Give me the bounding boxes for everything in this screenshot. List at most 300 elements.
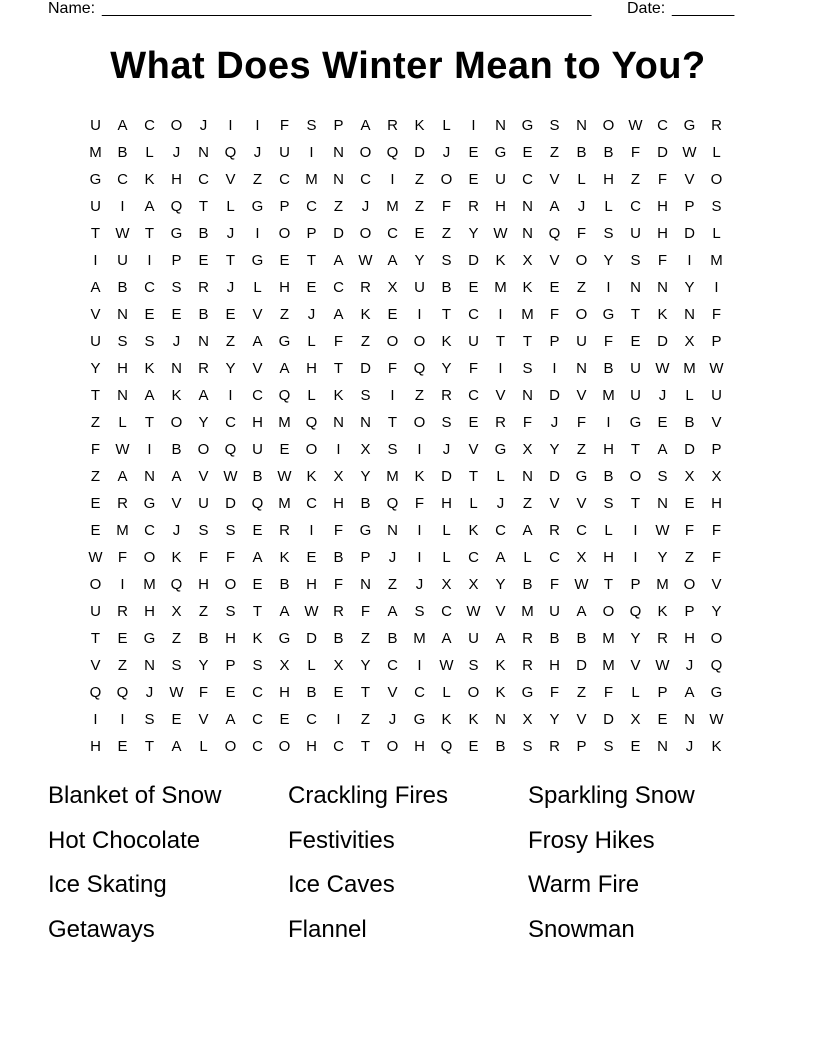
grid-cell[interactable]: E: [198, 252, 209, 269]
grid-cell[interactable]: L: [442, 684, 451, 701]
grid-cell[interactable]: T: [90, 387, 101, 404]
grid-cell[interactable]: R: [711, 117, 722, 134]
grid-cell[interactable]: O: [629, 468, 642, 485]
grid-cell[interactable]: N: [198, 333, 209, 350]
grid-cell[interactable]: E: [252, 576, 263, 593]
grid-cell[interactable]: H: [549, 657, 560, 674]
grid-cell[interactable]: E: [225, 684, 236, 701]
grid-cell[interactable]: W: [493, 225, 508, 242]
grid-cell[interactable]: W: [439, 657, 454, 674]
grid-cell[interactable]: I: [228, 387, 233, 404]
grid-cell[interactable]: F: [360, 603, 371, 620]
grid-cell[interactable]: E: [657, 414, 668, 431]
grid-cell[interactable]: C: [144, 117, 155, 134]
grid-cell[interactable]: S: [144, 711, 155, 728]
grid-cell[interactable]: F: [225, 549, 236, 566]
grid-cell[interactable]: I: [417, 441, 422, 458]
grid-cell[interactable]: Q: [170, 198, 183, 215]
grid-cell[interactable]: H: [333, 495, 344, 512]
grid-cell[interactable]: I: [633, 522, 638, 539]
grid-cell[interactable]: C: [252, 684, 263, 701]
grid-cell[interactable]: P: [306, 225, 317, 242]
grid-cell[interactable]: C: [576, 522, 587, 539]
grid-cell[interactable]: O: [278, 225, 291, 242]
grid-cell[interactable]: A: [252, 333, 263, 350]
grid-cell[interactable]: Y: [360, 657, 371, 674]
grid-cell[interactable]: K: [171, 549, 182, 566]
grid-cell[interactable]: O: [224, 576, 237, 593]
grid-cell[interactable]: E: [144, 306, 155, 323]
grid-cell[interactable]: H: [306, 576, 317, 593]
grid-cell[interactable]: K: [522, 279, 533, 296]
grid-cell[interactable]: N: [144, 468, 155, 485]
grid-cell[interactable]: C: [522, 171, 533, 188]
grid-cell[interactable]: Y: [711, 603, 722, 620]
grid-cell[interactable]: M: [116, 522, 129, 539]
grid-cell[interactable]: A: [117, 468, 128, 485]
grid-cell[interactable]: G: [494, 441, 507, 458]
grid-cell[interactable]: U: [468, 630, 479, 647]
grid-cell[interactable]: I: [255, 117, 260, 134]
grid-cell[interactable]: B: [198, 225, 209, 242]
grid-cell[interactable]: W: [709, 360, 724, 377]
grid-cell[interactable]: W: [277, 468, 292, 485]
grid-cell[interactable]: N: [360, 576, 371, 593]
grid-cell[interactable]: N: [657, 495, 668, 512]
grid-cell[interactable]: T: [522, 333, 533, 350]
grid-cell[interactable]: U: [198, 495, 209, 512]
grid-cell[interactable]: I: [498, 360, 503, 377]
grid-cell[interactable]: B: [603, 468, 614, 485]
grid-cell[interactable]: L: [253, 279, 262, 296]
grid-cell[interactable]: L: [442, 117, 451, 134]
grid-cell[interactable]: E: [90, 495, 101, 512]
grid-cell[interactable]: V: [171, 495, 182, 512]
grid-cell[interactable]: S: [441, 252, 452, 269]
grid-cell[interactable]: I: [228, 117, 233, 134]
grid-cell[interactable]: H: [711, 495, 722, 512]
grid-cell[interactable]: R: [495, 414, 506, 431]
grid-cell[interactable]: H: [117, 360, 128, 377]
grid-cell[interactable]: X: [333, 468, 344, 485]
grid-cell[interactable]: B: [306, 684, 317, 701]
grid-cell[interactable]: J: [172, 333, 181, 350]
grid-cell[interactable]: N: [522, 387, 533, 404]
grid-cell[interactable]: D: [360, 360, 371, 377]
grid-cell[interactable]: G: [602, 306, 615, 323]
grid-cell[interactable]: E: [117, 630, 128, 647]
grid-cell[interactable]: F: [387, 360, 398, 377]
grid-cell[interactable]: O: [440, 171, 453, 188]
grid-cell[interactable]: B: [441, 279, 452, 296]
grid-cell[interactable]: T: [360, 738, 371, 755]
grid-cell[interactable]: G: [251, 252, 264, 269]
grid-cell[interactable]: K: [441, 333, 452, 350]
grid-cell[interactable]: O: [413, 414, 426, 431]
grid-cell[interactable]: Z: [252, 171, 263, 188]
grid-cell[interactable]: Z: [684, 549, 695, 566]
grid-cell[interactable]: R: [657, 630, 668, 647]
grid-cell[interactable]: N: [117, 387, 128, 404]
grid-cell[interactable]: Y: [657, 549, 668, 566]
grid-cell[interactable]: N: [684, 711, 695, 728]
grid-cell[interactable]: Y: [198, 414, 209, 431]
grid-cell[interactable]: Z: [279, 306, 290, 323]
grid-cell[interactable]: U: [117, 252, 128, 269]
grid-cell[interactable]: E: [657, 711, 668, 728]
grid-cell[interactable]: T: [144, 225, 155, 242]
grid-cell[interactable]: O: [467, 684, 480, 701]
grid-cell[interactable]: F: [576, 414, 587, 431]
grid-cell[interactable]: O: [278, 738, 291, 755]
grid-cell[interactable]: B: [522, 576, 533, 593]
grid-cell[interactable]: M: [602, 630, 615, 647]
grid-cell[interactable]: O: [386, 738, 399, 755]
grid-cell[interactable]: Q: [548, 225, 561, 242]
grid-cell[interactable]: T: [630, 441, 641, 458]
grid-cell[interactable]: N: [333, 171, 344, 188]
grid-cell[interactable]: T: [90, 225, 101, 242]
grid-cell[interactable]: N: [171, 360, 182, 377]
grid-cell[interactable]: M: [521, 306, 534, 323]
grid-cell[interactable]: Z: [576, 279, 587, 296]
grid-cell[interactable]: E: [171, 711, 182, 728]
grid-cell[interactable]: I: [147, 441, 152, 458]
grid-cell[interactable]: N: [360, 414, 371, 431]
grid-cell[interactable]: V: [468, 441, 479, 458]
grid-cell[interactable]: F: [198, 684, 209, 701]
grid-cell[interactable]: P: [684, 198, 695, 215]
grid-cell[interactable]: Q: [170, 576, 183, 593]
grid-cell[interactable]: Y: [90, 360, 101, 377]
grid-cell[interactable]: A: [144, 198, 155, 215]
grid-cell[interactable]: O: [359, 225, 372, 242]
grid-cell[interactable]: A: [576, 603, 587, 620]
grid-cell[interactable]: I: [120, 711, 125, 728]
grid-cell[interactable]: U: [630, 225, 641, 242]
grid-cell[interactable]: R: [522, 630, 533, 647]
grid-cell[interactable]: N: [522, 198, 533, 215]
grid-cell[interactable]: A: [657, 441, 668, 458]
grid-cell[interactable]: Z: [549, 144, 560, 161]
grid-cell[interactable]: D: [333, 225, 344, 242]
grid-cell[interactable]: P: [711, 333, 722, 350]
grid-cell[interactable]: N: [387, 522, 398, 539]
grid-cell[interactable]: O: [413, 333, 426, 350]
grid-cell[interactable]: O: [305, 441, 318, 458]
grid-cell[interactable]: S: [117, 333, 128, 350]
grid-cell[interactable]: U: [711, 387, 722, 404]
grid-cell[interactable]: I: [606, 279, 611, 296]
grid-cell[interactable]: C: [306, 495, 317, 512]
grid-cell[interactable]: V: [198, 468, 209, 485]
grid-cell[interactable]: M: [305, 171, 318, 188]
grid-cell[interactable]: M: [278, 414, 291, 431]
grid-cell[interactable]: O: [710, 630, 723, 647]
grid-cell[interactable]: J: [388, 549, 397, 566]
grid-cell[interactable]: O: [602, 117, 615, 134]
grid-cell[interactable]: A: [144, 387, 155, 404]
grid-cell[interactable]: Z: [576, 684, 587, 701]
grid-cell[interactable]: E: [225, 306, 236, 323]
grid-cell[interactable]: K: [279, 549, 290, 566]
grid-cell[interactable]: O: [575, 252, 588, 269]
grid-cell[interactable]: I: [417, 522, 422, 539]
grid-cell[interactable]: E: [630, 738, 641, 755]
grid-cell[interactable]: L: [712, 144, 721, 161]
grid-cell[interactable]: Q: [89, 684, 102, 701]
grid-cell[interactable]: C: [333, 738, 344, 755]
grid-cell[interactable]: S: [387, 441, 398, 458]
grid-cell[interactable]: P: [576, 738, 587, 755]
grid-cell[interactable]: U: [630, 360, 641, 377]
grid-cell[interactable]: I: [498, 306, 503, 323]
grid-cell[interactable]: K: [468, 522, 479, 539]
grid-cell[interactable]: R: [441, 387, 452, 404]
grid-cell[interactable]: F: [414, 495, 425, 512]
grid-cell[interactable]: C: [360, 171, 371, 188]
grid-cell[interactable]: T: [603, 576, 614, 593]
grid-cell[interactable]: L: [604, 522, 613, 539]
grid-cell[interactable]: I: [633, 549, 638, 566]
grid-cell[interactable]: D: [225, 495, 236, 512]
grid-cell[interactable]: L: [604, 198, 613, 215]
grid-cell[interactable]: J: [577, 198, 586, 215]
grid-cell[interactable]: S: [225, 522, 236, 539]
grid-cell[interactable]: C: [495, 522, 506, 539]
grid-cell[interactable]: T: [630, 495, 641, 512]
grid-cell[interactable]: C: [441, 603, 452, 620]
grid-cell[interactable]: N: [657, 738, 668, 755]
grid-cell[interactable]: W: [304, 603, 319, 620]
grid-cell[interactable]: F: [549, 306, 560, 323]
grid-cell[interactable]: K: [333, 387, 344, 404]
grid-cell[interactable]: W: [466, 603, 481, 620]
grid-cell[interactable]: D: [657, 333, 668, 350]
grid-cell[interactable]: G: [521, 117, 534, 134]
grid-cell[interactable]: R: [279, 522, 290, 539]
grid-cell[interactable]: D: [549, 468, 560, 485]
grid-cell[interactable]: V: [225, 171, 236, 188]
grid-cell[interactable]: S: [603, 225, 614, 242]
grid-cell[interactable]: L: [226, 198, 235, 215]
grid-cell[interactable]: W: [655, 522, 670, 539]
grid-cell[interactable]: Z: [387, 576, 398, 593]
grid-cell[interactable]: S: [306, 117, 317, 134]
grid-cell[interactable]: S: [252, 657, 263, 674]
grid-cell[interactable]: B: [117, 279, 128, 296]
grid-cell[interactable]: T: [198, 198, 209, 215]
grid-cell[interactable]: I: [390, 387, 395, 404]
grid-cell[interactable]: T: [630, 306, 641, 323]
grid-cell[interactable]: S: [549, 117, 560, 134]
grid-cell[interactable]: F: [603, 333, 614, 350]
grid-cell[interactable]: Z: [360, 630, 371, 647]
grid-cell[interactable]: Z: [630, 171, 641, 188]
grid-cell[interactable]: I: [336, 441, 341, 458]
grid-cell[interactable]: Y: [198, 657, 209, 674]
grid-cell[interactable]: D: [657, 144, 668, 161]
grid-cell[interactable]: T: [144, 414, 155, 431]
grid-cell[interactable]: P: [360, 549, 371, 566]
grid-cell[interactable]: F: [468, 360, 479, 377]
grid-cell[interactable]: M: [494, 279, 507, 296]
grid-cell[interactable]: T: [144, 738, 155, 755]
grid-cell[interactable]: R: [117, 603, 128, 620]
grid-cell[interactable]: B: [117, 144, 128, 161]
grid-cell[interactable]: B: [684, 414, 695, 431]
grid-cell[interactable]: L: [712, 225, 721, 242]
grid-cell[interactable]: X: [576, 549, 587, 566]
grid-cell[interactable]: J: [226, 225, 235, 242]
grid-cell[interactable]: W: [115, 225, 130, 242]
grid-cell[interactable]: K: [495, 657, 506, 674]
grid-cell[interactable]: H: [198, 576, 209, 593]
grid-cell[interactable]: S: [468, 657, 479, 674]
grid-cell[interactable]: R: [333, 603, 344, 620]
grid-cell[interactable]: L: [199, 738, 208, 755]
grid-cell[interactable]: W: [655, 360, 670, 377]
grid-cell[interactable]: L: [469, 495, 478, 512]
grid-cell[interactable]: D: [603, 711, 614, 728]
grid-cell[interactable]: V: [549, 171, 560, 188]
grid-cell[interactable]: N: [684, 306, 695, 323]
grid-cell[interactable]: U: [495, 171, 506, 188]
grid-cell[interactable]: Z: [576, 441, 587, 458]
grid-cell[interactable]: C: [387, 657, 398, 674]
grid-cell[interactable]: K: [252, 630, 263, 647]
grid-cell[interactable]: L: [307, 387, 316, 404]
grid-cell[interactable]: A: [360, 117, 371, 134]
grid-cell[interactable]: E: [279, 711, 290, 728]
grid-cell[interactable]: N: [495, 117, 506, 134]
grid-cell[interactable]: N: [657, 279, 668, 296]
grid-cell[interactable]: K: [144, 360, 155, 377]
grid-cell[interactable]: G: [413, 711, 426, 728]
grid-cell[interactable]: X: [333, 657, 344, 674]
date-blank-line[interactable]: _______: [672, 0, 735, 17]
grid-cell[interactable]: W: [709, 711, 724, 728]
grid-cell[interactable]: C: [306, 711, 317, 728]
grid-cell[interactable]: C: [225, 414, 236, 431]
grid-cell[interactable]: P: [333, 117, 344, 134]
grid-cell[interactable]: M: [413, 630, 426, 647]
grid-cell[interactable]: A: [225, 711, 236, 728]
grid-cell[interactable]: R: [468, 198, 479, 215]
grid-cell[interactable]: Q: [278, 387, 291, 404]
grid-cell[interactable]: W: [628, 117, 643, 134]
grid-cell[interactable]: K: [657, 306, 668, 323]
grid-cell[interactable]: G: [629, 414, 642, 431]
grid-cell[interactable]: I: [417, 657, 422, 674]
grid-cell[interactable]: J: [145, 684, 154, 701]
grid-cell[interactable]: Z: [171, 630, 182, 647]
grid-cell[interactable]: B: [198, 630, 209, 647]
grid-cell[interactable]: N: [117, 306, 128, 323]
grid-cell[interactable]: E: [549, 279, 560, 296]
grid-cell[interactable]: A: [549, 198, 560, 215]
grid-cell[interactable]: F: [333, 333, 344, 350]
grid-cell[interactable]: K: [495, 684, 506, 701]
grid-cell[interactable]: S: [603, 738, 614, 755]
grid-cell[interactable]: S: [144, 333, 155, 350]
grid-cell[interactable]: L: [442, 522, 451, 539]
grid-cell[interactable]: Z: [360, 333, 371, 350]
grid-cell[interactable]: V: [90, 657, 101, 674]
grid-cell[interactable]: Z: [522, 495, 533, 512]
grid-cell[interactable]: E: [306, 279, 317, 296]
grid-cell[interactable]: X: [522, 441, 533, 458]
grid-cell[interactable]: F: [711, 306, 722, 323]
grid-cell[interactable]: A: [441, 630, 452, 647]
grid-cell[interactable]: W: [115, 441, 130, 458]
grid-cell[interactable]: M: [602, 657, 615, 674]
grid-cell[interactable]: U: [90, 117, 101, 134]
grid-cell[interactable]: C: [198, 171, 209, 188]
grid-cell[interactable]: G: [143, 495, 156, 512]
grid-cell[interactable]: S: [441, 414, 452, 431]
grid-cell[interactable]: D: [468, 252, 479, 269]
grid-cell[interactable]: N: [576, 117, 587, 134]
grid-cell[interactable]: Z: [333, 198, 344, 215]
grid-cell[interactable]: Y: [549, 441, 560, 458]
grid-cell[interactable]: T: [387, 414, 398, 431]
grid-cell[interactable]: J: [172, 144, 181, 161]
grid-cell[interactable]: L: [577, 171, 586, 188]
grid-cell[interactable]: D: [684, 441, 695, 458]
grid-cell[interactable]: J: [388, 711, 397, 728]
grid-cell[interactable]: F: [549, 684, 560, 701]
grid-cell[interactable]: U: [576, 333, 587, 350]
grid-cell[interactable]: V: [711, 576, 722, 593]
grid-cell[interactable]: Y: [495, 576, 506, 593]
grid-cell[interactable]: C: [468, 306, 479, 323]
grid-cell[interactable]: J: [172, 522, 181, 539]
grid-cell[interactable]: R: [387, 117, 398, 134]
grid-cell[interactable]: H: [252, 414, 263, 431]
grid-cell[interactable]: C: [279, 171, 290, 188]
grid-cell[interactable]: H: [306, 738, 317, 755]
grid-cell[interactable]: E: [630, 333, 641, 350]
grid-cell[interactable]: X: [630, 711, 641, 728]
grid-cell[interactable]: G: [143, 630, 156, 647]
grid-cell[interactable]: T: [441, 306, 452, 323]
grid-cell[interactable]: D: [441, 468, 452, 485]
grid-cell[interactable]: N: [495, 711, 506, 728]
grid-cell[interactable]: I: [93, 711, 98, 728]
grid-cell[interactable]: O: [197, 441, 210, 458]
grid-cell[interactable]: C: [630, 198, 641, 215]
grid-cell[interactable]: C: [252, 387, 263, 404]
grid-cell[interactable]: H: [441, 495, 452, 512]
grid-cell[interactable]: V: [684, 171, 695, 188]
grid-cell[interactable]: B: [603, 360, 614, 377]
grid-cell[interactable]: I: [417, 549, 422, 566]
grid-cell[interactable]: H: [657, 225, 668, 242]
grid-cell[interactable]: Y: [468, 225, 479, 242]
grid-cell[interactable]: E: [90, 522, 101, 539]
grid-cell[interactable]: V: [576, 387, 587, 404]
grid-cell[interactable]: C: [414, 684, 425, 701]
grid-cell[interactable]: F: [603, 684, 614, 701]
grid-cell[interactable]: C: [117, 171, 128, 188]
grid-cell[interactable]: K: [144, 171, 155, 188]
grid-cell[interactable]: K: [414, 468, 425, 485]
grid-cell[interactable]: P: [279, 198, 290, 215]
grid-cell[interactable]: Y: [441, 360, 452, 377]
grid-cell[interactable]: C: [657, 117, 668, 134]
grid-cell[interactable]: R: [117, 495, 128, 512]
